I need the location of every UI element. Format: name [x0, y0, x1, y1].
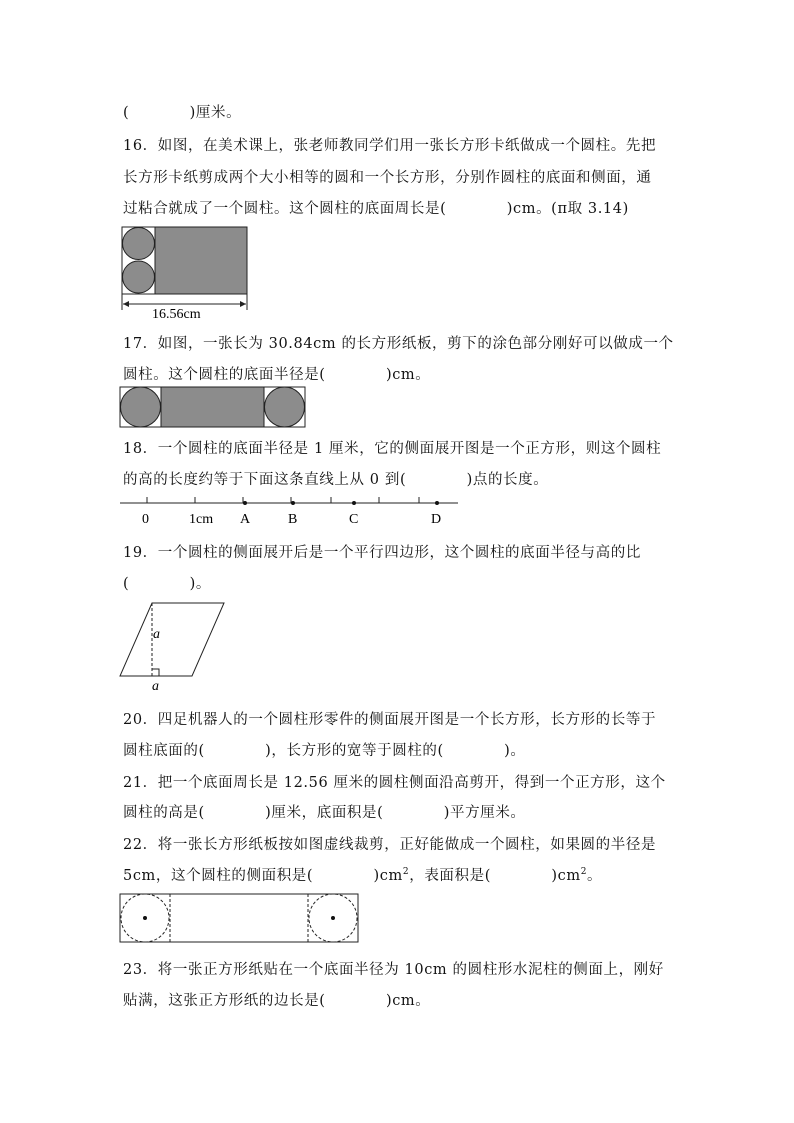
q19-parallelogram — [120, 603, 224, 676]
q19-base-label: a — [152, 679, 159, 692]
q22-center-left — [143, 916, 147, 920]
q19-parallelogram-figure — [112, 598, 232, 692]
q20-line-1: 20．四足机器人的一个圆柱形零件的侧面展开图是一个长方形，长方形的长等于 — [123, 712, 657, 728]
q16-line-2: 长方形卡纸剪成两个大小相等的圆和一个长方形，分别作圆柱的底面和侧面，通 — [123, 170, 652, 186]
q17-figure — [116, 383, 310, 431]
q17-line-2: 圆柱。这个圆柱的底面半径是( )cm。 — [123, 367, 431, 383]
q22-line-2 — [123, 864, 602, 885]
q19-line-2: ( )。 — [123, 576, 212, 592]
top-line: ( )厘米。 — [123, 105, 242, 121]
q16-dim-label: 16.56cm — [152, 307, 201, 322]
q18-line-2: 的高的长度约等于下面这条直线上从 0 到( )点的长度。 — [123, 472, 549, 488]
q23-line-2: 贴满，这张正方形纸的边长是( )cm。 — [123, 993, 431, 1009]
q22-text-c: 。 — [587, 868, 603, 884]
q22-text-a: 5cm，这个圆柱的侧面积是( )cm — [123, 868, 403, 884]
q18-label-1cm: 1cm — [189, 512, 214, 527]
q19-height-label: a — [153, 627, 160, 642]
q17-line-1: 17．如图，一张长为 30.84cm 的长方形纸板，剪下的涂色部分刚好可以做成一个 — [123, 336, 674, 352]
q17-circle-right — [265, 387, 305, 427]
q17-middle-rectangle — [161, 387, 264, 427]
q16-circle-bottom — [123, 261, 155, 293]
q22-text-b: ，表面积是( )cm — [409, 868, 581, 884]
q18-label-b: B — [288, 512, 298, 527]
q22-sup-2: 2 — [580, 867, 588, 878]
q18-point-b — [291, 501, 295, 505]
q18-label-a: A — [240, 512, 251, 527]
q18-point-a — [243, 501, 247, 505]
q21-line-1: 21．把一个底面周长是 12.56 厘米的圆柱侧面沿高剪开，得到一个正方形，这个 — [123, 775, 666, 791]
q22-sup-1: 2 — [402, 867, 410, 878]
q20-line-2: 圆柱底面的( )，长方形的宽等于圆柱的( )。 — [123, 743, 526, 759]
q18-line-1: 18．一个圆柱的底面半径是 1 厘米，它的侧面展开图是一个正方形，则这个圆柱 — [123, 441, 662, 457]
q18-number-line — [115, 493, 465, 529]
q16-line-1: 16．如图，在美术课上，张老师教同学们用一张长方形卡纸做成一个圆柱。先把 — [123, 138, 657, 154]
q19-line-1: 19．一个圆柱的侧面展开后是一个平行四边形，这个圆柱的底面半径与高的比 — [123, 545, 641, 561]
q23-line-1: 23．将一张正方形纸贴在一个底面半径为 10cm 的圆柱形水泥柱的侧面上，刚好 — [123, 962, 664, 978]
q22-figure — [116, 889, 364, 947]
q18-point-c — [352, 501, 356, 505]
q16-circle-top — [123, 228, 155, 260]
q18-label-c: C — [349, 512, 359, 527]
q21-line-2: 圆柱的高是( )厘米，底面积是( )平方厘米。 — [123, 805, 526, 821]
q16-rectangle — [155, 227, 247, 294]
q16-dim-arrow-right — [240, 301, 246, 307]
q22-line-1: 22．将一张长方形纸板按如图虚线裁剪，正好能做成一个圆柱，如果圆的半径是 — [123, 837, 657, 853]
q18-label-0: 0 — [142, 512, 149, 527]
q16-figure — [115, 222, 255, 322]
q16-dim-arrow-left — [123, 301, 129, 307]
q22-center-right — [331, 916, 335, 920]
q19-right-angle-mark — [152, 669, 159, 676]
q18-point-d — [435, 501, 439, 505]
q16-line-3: 过粘合就成了一个圆柱。这个圆柱的底面周长是( )cm。(π取 3.14) — [123, 201, 629, 217]
q18-label-d: D — [431, 512, 442, 527]
q17-circle-left — [121, 387, 161, 427]
q22-outer-rectangle — [120, 894, 358, 942]
